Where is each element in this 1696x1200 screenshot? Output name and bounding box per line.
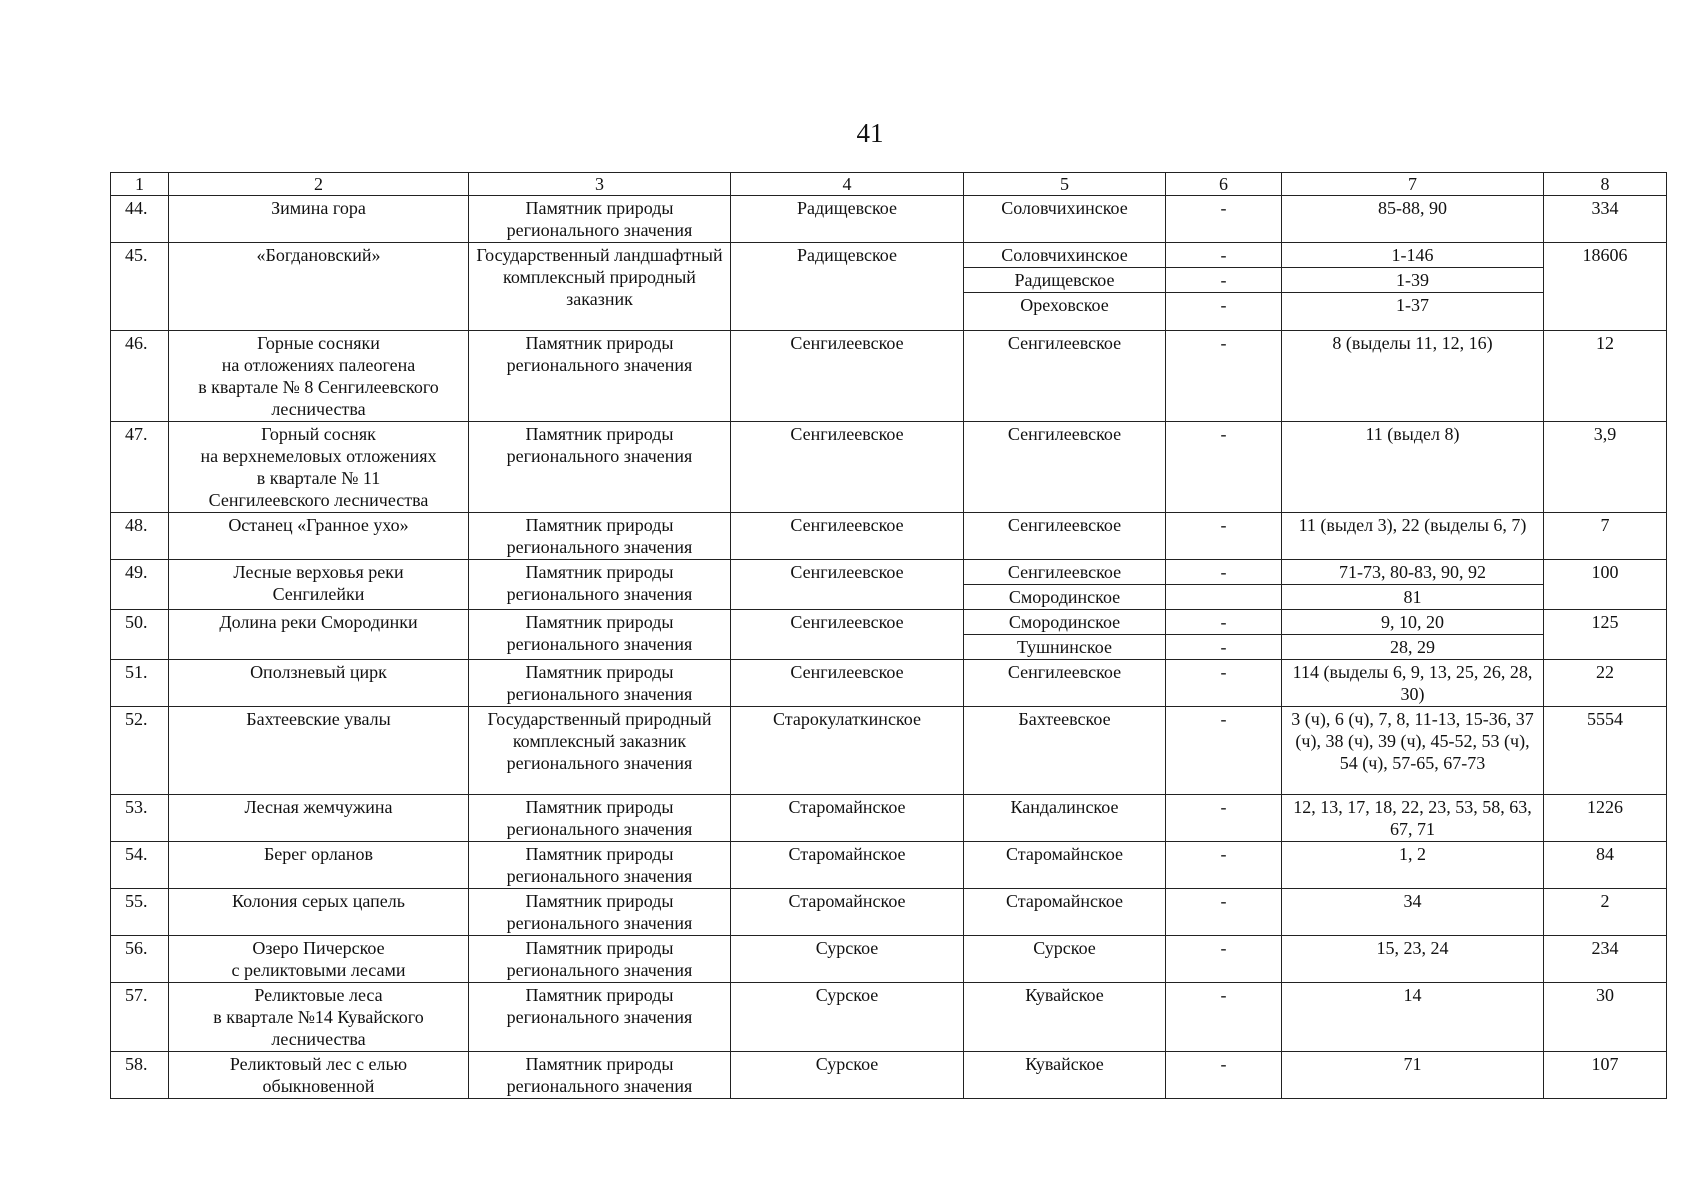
area-hectares: 3,9 xyxy=(1544,422,1667,513)
column-6-value: - xyxy=(1166,983,1282,1052)
area-name: Реликтовый лес с елью обыкновенной xyxy=(169,1052,469,1099)
area-name: Озеро Пичерское с реликтовыми лесами xyxy=(169,936,469,983)
area-category: Памятник природы регионального значения xyxy=(469,936,731,983)
district: Старокулаткинское xyxy=(731,707,964,795)
forestry-name-group xyxy=(964,610,1166,660)
quarters-group xyxy=(1282,560,1544,610)
forestry-name: Соловчихинское xyxy=(964,196,1166,243)
column-6-value: - xyxy=(1220,295,1227,315)
district: Сенгилеевское xyxy=(731,660,964,707)
district: Старомайнское xyxy=(731,842,964,889)
table-row xyxy=(111,889,1667,936)
forestry-name: Старомайнское xyxy=(964,889,1166,936)
forestry-name: Тушнинское xyxy=(1017,637,1112,657)
column-6-value: - xyxy=(1166,889,1282,936)
area-category: Памятник природы регионального значения xyxy=(469,842,731,889)
quarters: 15, 23, 24 xyxy=(1282,936,1544,983)
forestry-name: Сенгилеевское xyxy=(964,331,1166,422)
row-number: 52. xyxy=(111,707,169,795)
column-6-value-group xyxy=(1166,610,1282,660)
area-name: Бахтеевские увалы xyxy=(169,707,469,795)
area-category: Памятник природы регионального значения xyxy=(469,889,731,936)
area-category: Государственный ландшафтный комплексный природный заказник xyxy=(469,243,731,331)
column-6-value: - xyxy=(1220,637,1227,657)
area-category: Памятник природы регионального значения xyxy=(469,331,731,422)
district: Радищевское xyxy=(731,196,964,243)
area-name: Останец «Гранное ухо» xyxy=(169,513,469,560)
forestry-name: Кувайское xyxy=(964,983,1166,1052)
quarters: 1-146 xyxy=(1282,243,1543,268)
table-row xyxy=(111,842,1667,889)
forestry-name: Смородинское xyxy=(1008,587,1121,607)
forestry-name: Смородинское xyxy=(964,610,1165,635)
row-number: 57. xyxy=(111,983,169,1052)
area-category: Памятник природы регионального значения xyxy=(469,513,731,560)
area-category: Памятник природы регионального значения xyxy=(469,560,731,610)
area-hectares: 125 xyxy=(1544,610,1667,660)
row-number: 48. xyxy=(111,513,169,560)
forestry-name: Сурское xyxy=(964,936,1166,983)
forestry-name: Сенгилеевское xyxy=(964,422,1166,513)
area-category: Памятник природы регионального значения xyxy=(469,1052,731,1099)
quarters: 8 (выделы 11, 12, 16) xyxy=(1282,331,1544,422)
column-6-value: - xyxy=(1166,268,1281,293)
row-number: 58. xyxy=(111,1052,169,1099)
area-name: Зимина гора xyxy=(169,196,469,243)
column-header: 4 xyxy=(731,173,964,196)
area-name: Горный сосняк на верхнемеловых отложениях в квартале № 11 Сенгилеевского лесничества xyxy=(169,422,469,513)
column-6-value: - xyxy=(1166,1052,1282,1099)
row-number: 47. xyxy=(111,422,169,513)
column-6-value: - xyxy=(1166,196,1282,243)
forestry-name: Ореховское xyxy=(1020,295,1109,315)
quarters-group xyxy=(1282,243,1544,331)
area-hectares: 334 xyxy=(1544,196,1667,243)
area-name: Лесная жемчужина xyxy=(169,795,469,842)
row-number: 45. xyxy=(111,243,169,331)
area-hectares: 2 xyxy=(1544,889,1667,936)
district: Сенгилеевское xyxy=(731,331,964,422)
column-6-value: - xyxy=(1166,842,1282,889)
quarters: 71-73, 80-83, 90, 92 xyxy=(1282,560,1543,585)
row-number: 50. xyxy=(111,610,169,660)
area-hectares: 5554 xyxy=(1544,707,1667,795)
area-hectares: 30 xyxy=(1544,983,1667,1052)
column-header: 7 xyxy=(1282,173,1544,196)
forestry-name-group xyxy=(964,243,1166,331)
forestry-name: Радищевское xyxy=(964,268,1165,293)
table-row xyxy=(111,660,1667,707)
quarters: 71 xyxy=(1282,1052,1544,1099)
table-row xyxy=(111,513,1667,560)
page-number: 41 xyxy=(856,118,884,148)
column-6-value: - xyxy=(1166,707,1282,795)
quarters: 1-39 xyxy=(1282,268,1543,293)
district: Сурское xyxy=(731,936,964,983)
column-6-value: - xyxy=(1166,513,1282,560)
column-header: 8 xyxy=(1544,173,1667,196)
forestry-name: Старомайнское xyxy=(964,842,1166,889)
column-6-value: - xyxy=(1166,560,1281,585)
area-category: Памятник природы регионального значения xyxy=(469,610,731,660)
quarters: 85-88, 90 xyxy=(1282,196,1544,243)
column-6-value: - xyxy=(1166,422,1282,513)
table-row xyxy=(111,983,1667,1052)
quarters: 1, 2 xyxy=(1282,842,1544,889)
district: Сурское xyxy=(731,983,964,1052)
row-number: 53. xyxy=(111,795,169,842)
area-hectares: 100 xyxy=(1544,560,1667,610)
table-row xyxy=(111,243,1667,331)
area-hectares: 1226 xyxy=(1544,795,1667,842)
column-6-value: - xyxy=(1166,660,1282,707)
row-number: 56. xyxy=(111,936,169,983)
table-row xyxy=(111,795,1667,842)
forestry-name: Сенгилеевское xyxy=(964,560,1165,585)
district: Радищевское xyxy=(731,243,964,331)
row-number: 51. xyxy=(111,660,169,707)
quarters: 12, 13, 17, 18, 22, 23, 53, 58, 63, 67, 71 xyxy=(1282,795,1544,842)
column-6-value: - xyxy=(1166,795,1282,842)
area-name: Оползневый цирк xyxy=(169,660,469,707)
column-6-value xyxy=(1166,585,1281,609)
table-row xyxy=(111,707,1667,795)
area-hectares: 12 xyxy=(1544,331,1667,422)
forestry-name: Бахтеевское xyxy=(964,707,1166,795)
table-row xyxy=(111,1052,1667,1099)
area-hectares: 22 xyxy=(1544,660,1667,707)
forestry-name: Сенгилеевское xyxy=(964,660,1166,707)
area-hectares: 234 xyxy=(1544,936,1667,983)
protected-areas-table xyxy=(110,172,1666,1099)
quarters: 34 xyxy=(1282,889,1544,936)
column-6-value: - xyxy=(1166,331,1282,422)
column-header: 3 xyxy=(469,173,731,196)
area-hectares: 84 xyxy=(1544,842,1667,889)
column-6-value: - xyxy=(1166,936,1282,983)
area-name: Горные сосняки на отложениях палеогена в квартале № 8 Сенгилеевского лесничества xyxy=(169,331,469,422)
quarters: 14 xyxy=(1282,983,1544,1052)
area-category: Памятник природы регионального значения xyxy=(469,795,731,842)
district: Сенгилеевское xyxy=(731,513,964,560)
quarters: 9, 10, 20 xyxy=(1282,610,1543,635)
row-number: 55. xyxy=(111,889,169,936)
column-number-row xyxy=(111,173,1667,196)
district: Сурское xyxy=(731,1052,964,1099)
area-hectares: 7 xyxy=(1544,513,1667,560)
district: Сенгилеевское xyxy=(731,560,964,610)
quarters: 28, 29 xyxy=(1390,637,1435,657)
area-name: Долина реки Смородинки xyxy=(169,610,469,660)
quarters: 11 (выдел 8) xyxy=(1282,422,1544,513)
row-number: 46. xyxy=(111,331,169,422)
district: Старомайнское xyxy=(731,889,964,936)
area-category: Государственный природный комплексный заказник регионального значения xyxy=(469,707,731,795)
area-category: Памятник природы регионального значения xyxy=(469,660,731,707)
quarters: 81 xyxy=(1403,587,1422,607)
row-number: 49. xyxy=(111,560,169,610)
column-6-value-group xyxy=(1166,560,1282,610)
area-hectares: 18606 xyxy=(1544,243,1667,331)
row-number: 44. xyxy=(111,196,169,243)
forestry-name: Кандалинское xyxy=(964,795,1166,842)
table-row xyxy=(111,610,1667,660)
quarters: 1-37 xyxy=(1396,295,1429,315)
area-hectares: 107 xyxy=(1544,1052,1667,1099)
table-row xyxy=(111,560,1667,610)
table-row xyxy=(111,331,1667,422)
column-header: 2 xyxy=(169,173,469,196)
column-header: 5 xyxy=(964,173,1166,196)
forestry-name: Сенгилеевское xyxy=(964,513,1166,560)
quarters-group xyxy=(1282,610,1544,660)
forestry-name-group xyxy=(964,560,1166,610)
area-name: Лесные верховья реки Сенгилейки xyxy=(169,560,469,610)
column-6-value-group xyxy=(1166,243,1282,331)
area-name: Реликтовые леса в квартале №14 Кувайского лесничества xyxy=(169,983,469,1052)
district: Сенгилеевское xyxy=(731,610,964,660)
forestry-name: Кувайское xyxy=(964,1052,1166,1099)
quarters: 114 (выделы 6, 9, 13, 25, 26, 28, 30) xyxy=(1282,660,1544,707)
row-number: 54. xyxy=(111,842,169,889)
area-category: Памятник природы регионального значения xyxy=(469,422,731,513)
table-row xyxy=(111,196,1667,243)
column-header: 6 xyxy=(1166,173,1282,196)
column-6-value: - xyxy=(1166,243,1281,268)
table-row xyxy=(111,422,1667,513)
area-name: Колония серых цапель xyxy=(169,889,469,936)
quarters: 3 (ч), 6 (ч), 7, 8, 11-13, 15-36, 37 (ч), 38 (ч), 39 (ч), 45-52, 53 (ч), 54 (ч), 57-65, 67-73 xyxy=(1282,707,1544,795)
area-category: Памятник природы регионального значения xyxy=(469,196,731,243)
area-name: Берег орланов xyxy=(169,842,469,889)
district: Сенгилеевское xyxy=(731,422,964,513)
table-row xyxy=(111,936,1667,983)
area-category: Памятник природы регионального значения xyxy=(469,983,731,1052)
district: Старомайнское xyxy=(731,795,964,842)
area-name: «Богдановский» xyxy=(169,243,469,331)
column-header: 1 xyxy=(111,173,169,196)
forestry-name: Соловчихинское xyxy=(964,243,1165,268)
quarters: 11 (выдел 3), 22 (выделы 6, 7) xyxy=(1282,513,1544,560)
column-6-value: - xyxy=(1166,610,1281,635)
